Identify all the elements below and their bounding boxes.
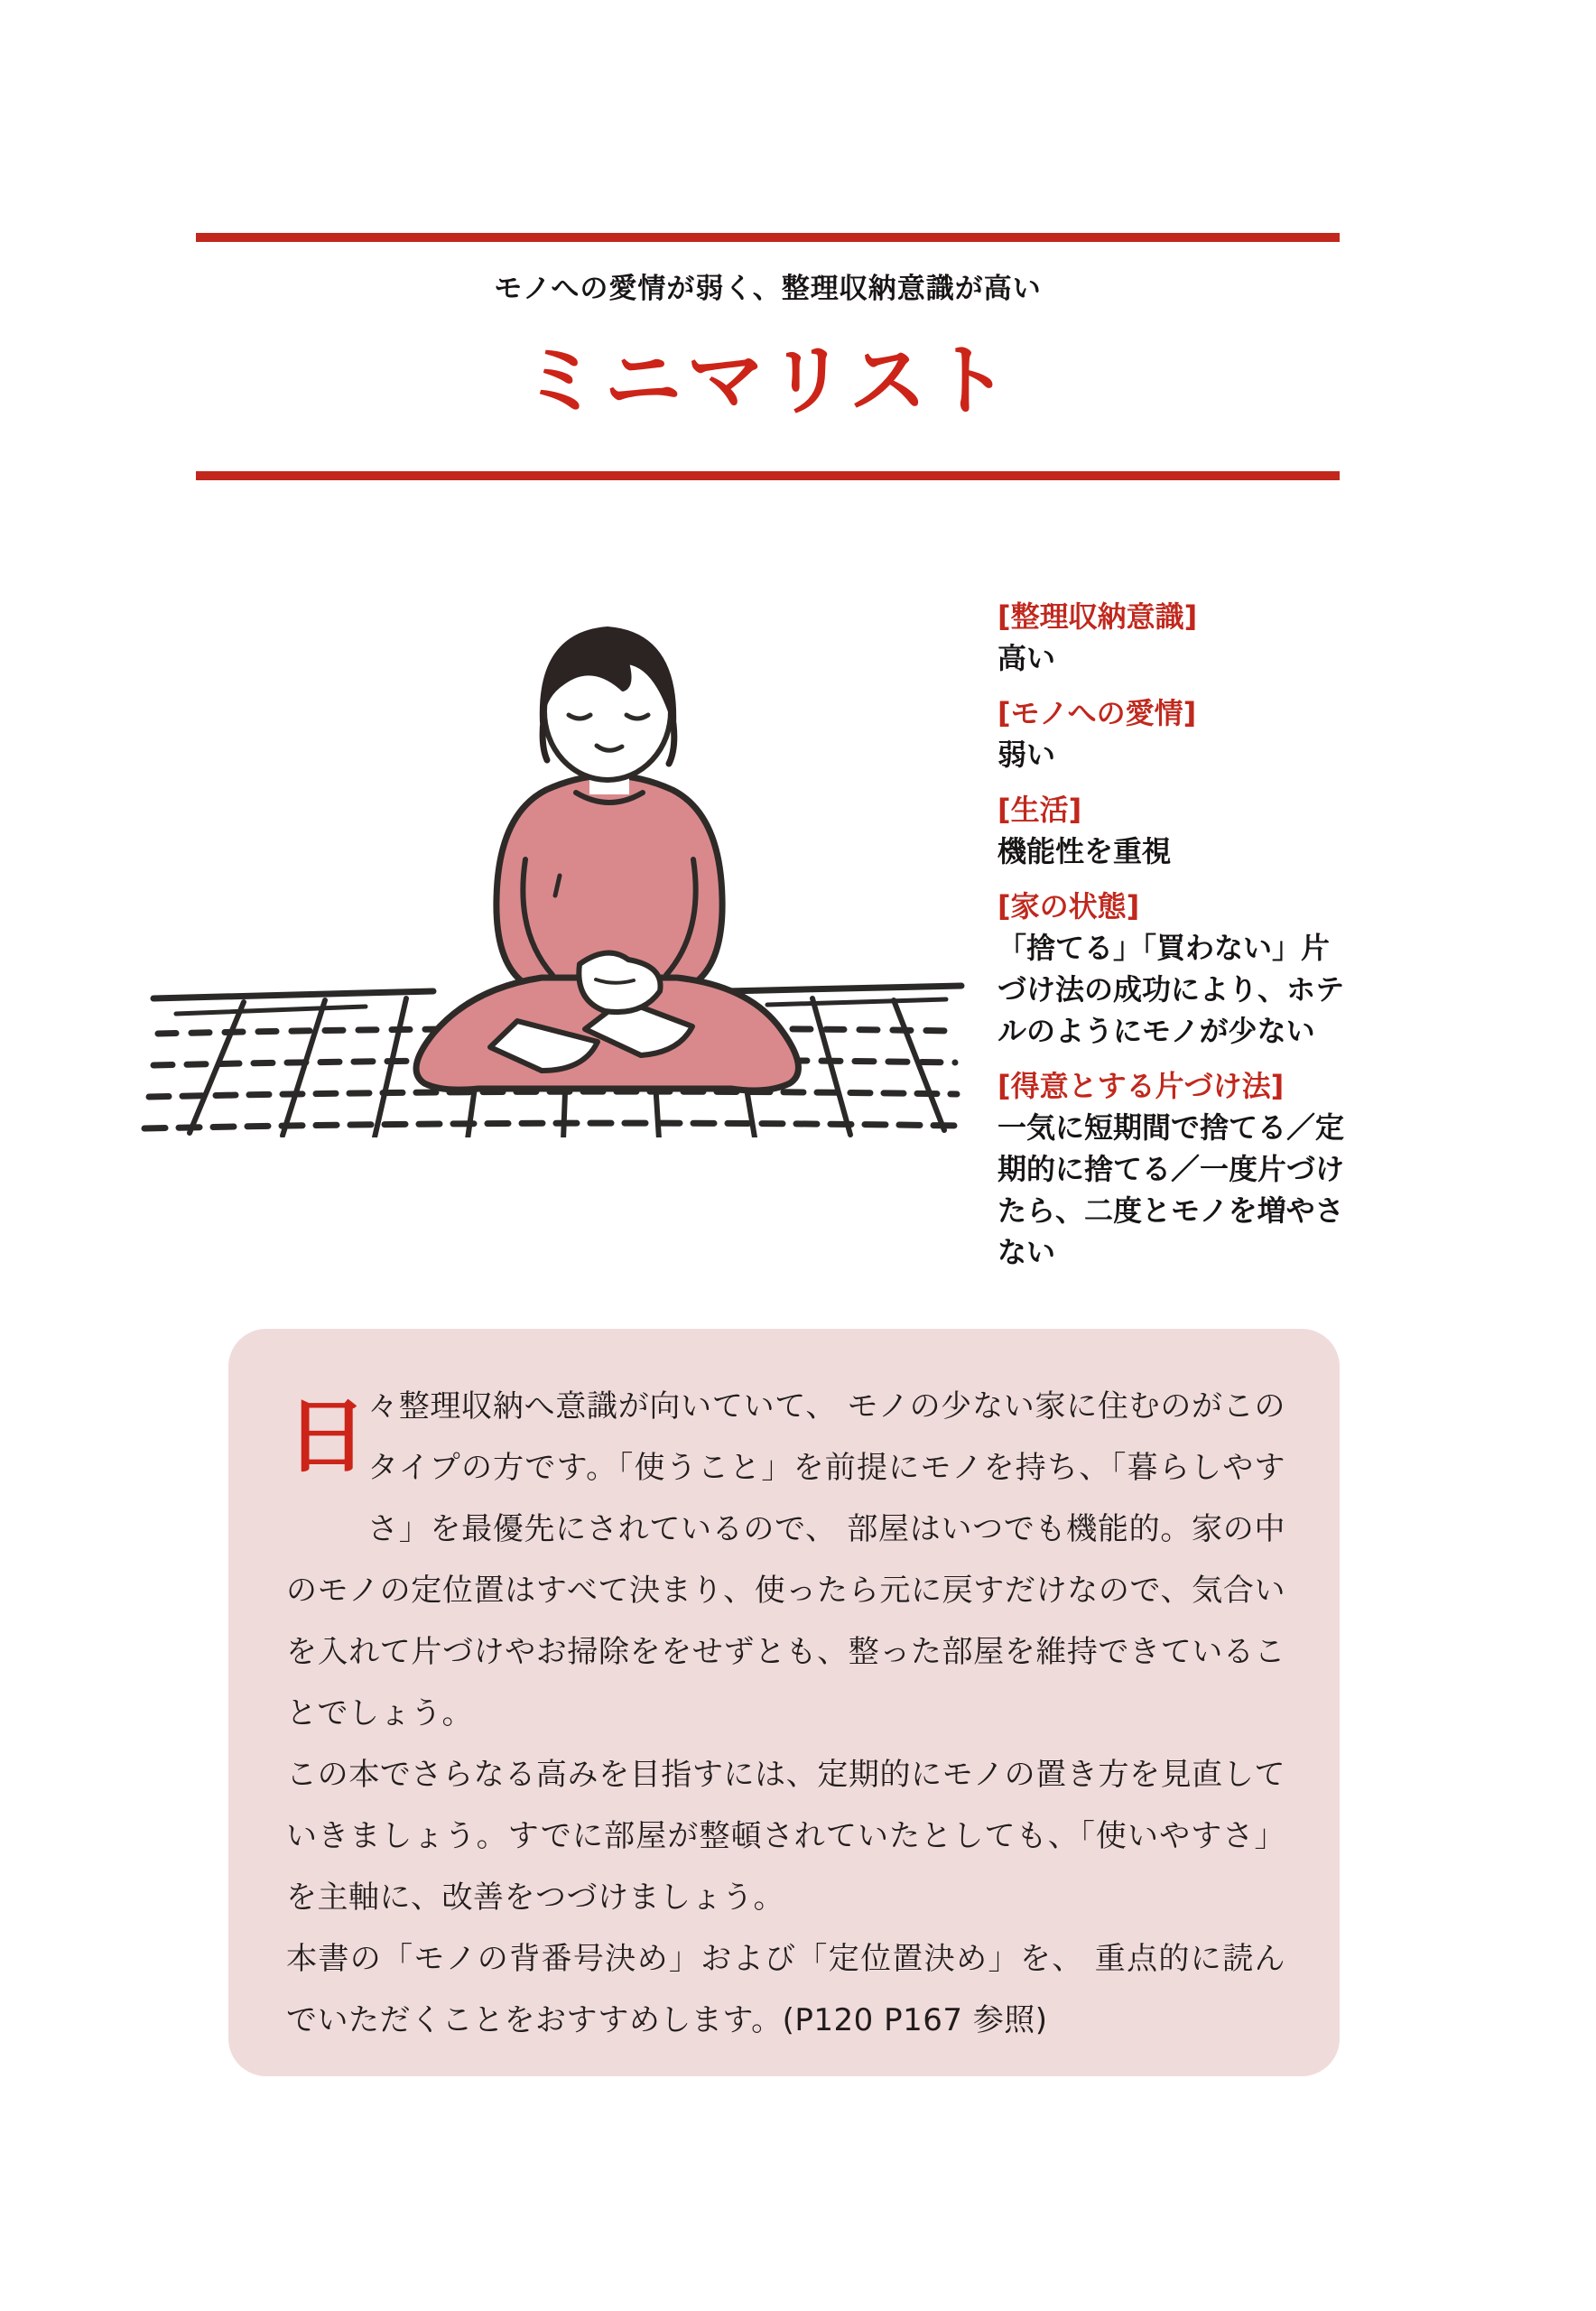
profile-attribute-list xyxy=(998,596,1351,1286)
profile-label: [家の状態] xyxy=(998,889,1140,923)
meditating-person-illustration xyxy=(135,578,975,1137)
description-paragraph-3: 本書の「モノの背番号決め」および「定位置決め」を、 重点的に読んでいただくことをおすすめします。(P120 P167 参照) xyxy=(286,1941,1285,2038)
description-paragraph-1 xyxy=(286,1376,1285,1744)
profile-value: 一気に短期間で捨てる／定期的に捨てる／一度片づけたら、二度とモノを増やさない xyxy=(998,1110,1345,1269)
description-box xyxy=(228,1329,1340,2076)
paragraph-text: 々整理収納へ意識が向いていて、 モノの少ない家に住むのがこのタイプの方です。「使うこと」を前提にモノを持ち、「暮らしやすさ」を最優先にされているので、 部屋はいつでも機能的。家の中のモノの定位置はすべて決まり、使ったら元に戻すだけなので、気合いを入れて片づけやお掃除ををせずとも、整った部屋を維持できていることでしょう。 xyxy=(286,1388,1285,1731)
profile-item-tidying-method xyxy=(998,1065,1351,1273)
profile-label: [モノへの愛情] xyxy=(998,696,1197,730)
top-divider-rule xyxy=(196,233,1340,242)
page-subtitle: モノへの愛情が弱く、整理収納意識が高い xyxy=(494,273,1042,305)
profile-value: 「捨てる」「買わない」片づけ法の成功により、ホテルのようにモノが少ない xyxy=(998,931,1345,1048)
bottom-divider-rule xyxy=(196,471,1340,480)
profile-value: 機能性を重視 xyxy=(998,834,1172,868)
dropcap-character: 日 xyxy=(286,1389,368,1484)
profile-label: [生活] xyxy=(998,793,1082,827)
profile-item-lifestyle xyxy=(998,789,1351,872)
meditating-person-svg xyxy=(135,578,975,1137)
profile-value: 高い xyxy=(998,641,1056,675)
profile-item-home-state xyxy=(998,886,1351,1052)
page-title: ミニマリスト xyxy=(522,336,1014,426)
profile-label: [整理収納意識] xyxy=(998,599,1198,634)
profile-item-awareness xyxy=(998,596,1351,679)
description-paragraph-2: この本でさらなる高みを目指すには、定期的にモノの置き方を見直していきましょう。すでに部屋が整頓されていたとしても、「使いやすさ」を主軸に、改善をつづけましょう。 xyxy=(286,1757,1285,1916)
profile-label: [得意とする片づけ法] xyxy=(998,1069,1285,1103)
profile-item-affection xyxy=(998,692,1351,775)
profile-value: 弱い xyxy=(998,738,1056,772)
